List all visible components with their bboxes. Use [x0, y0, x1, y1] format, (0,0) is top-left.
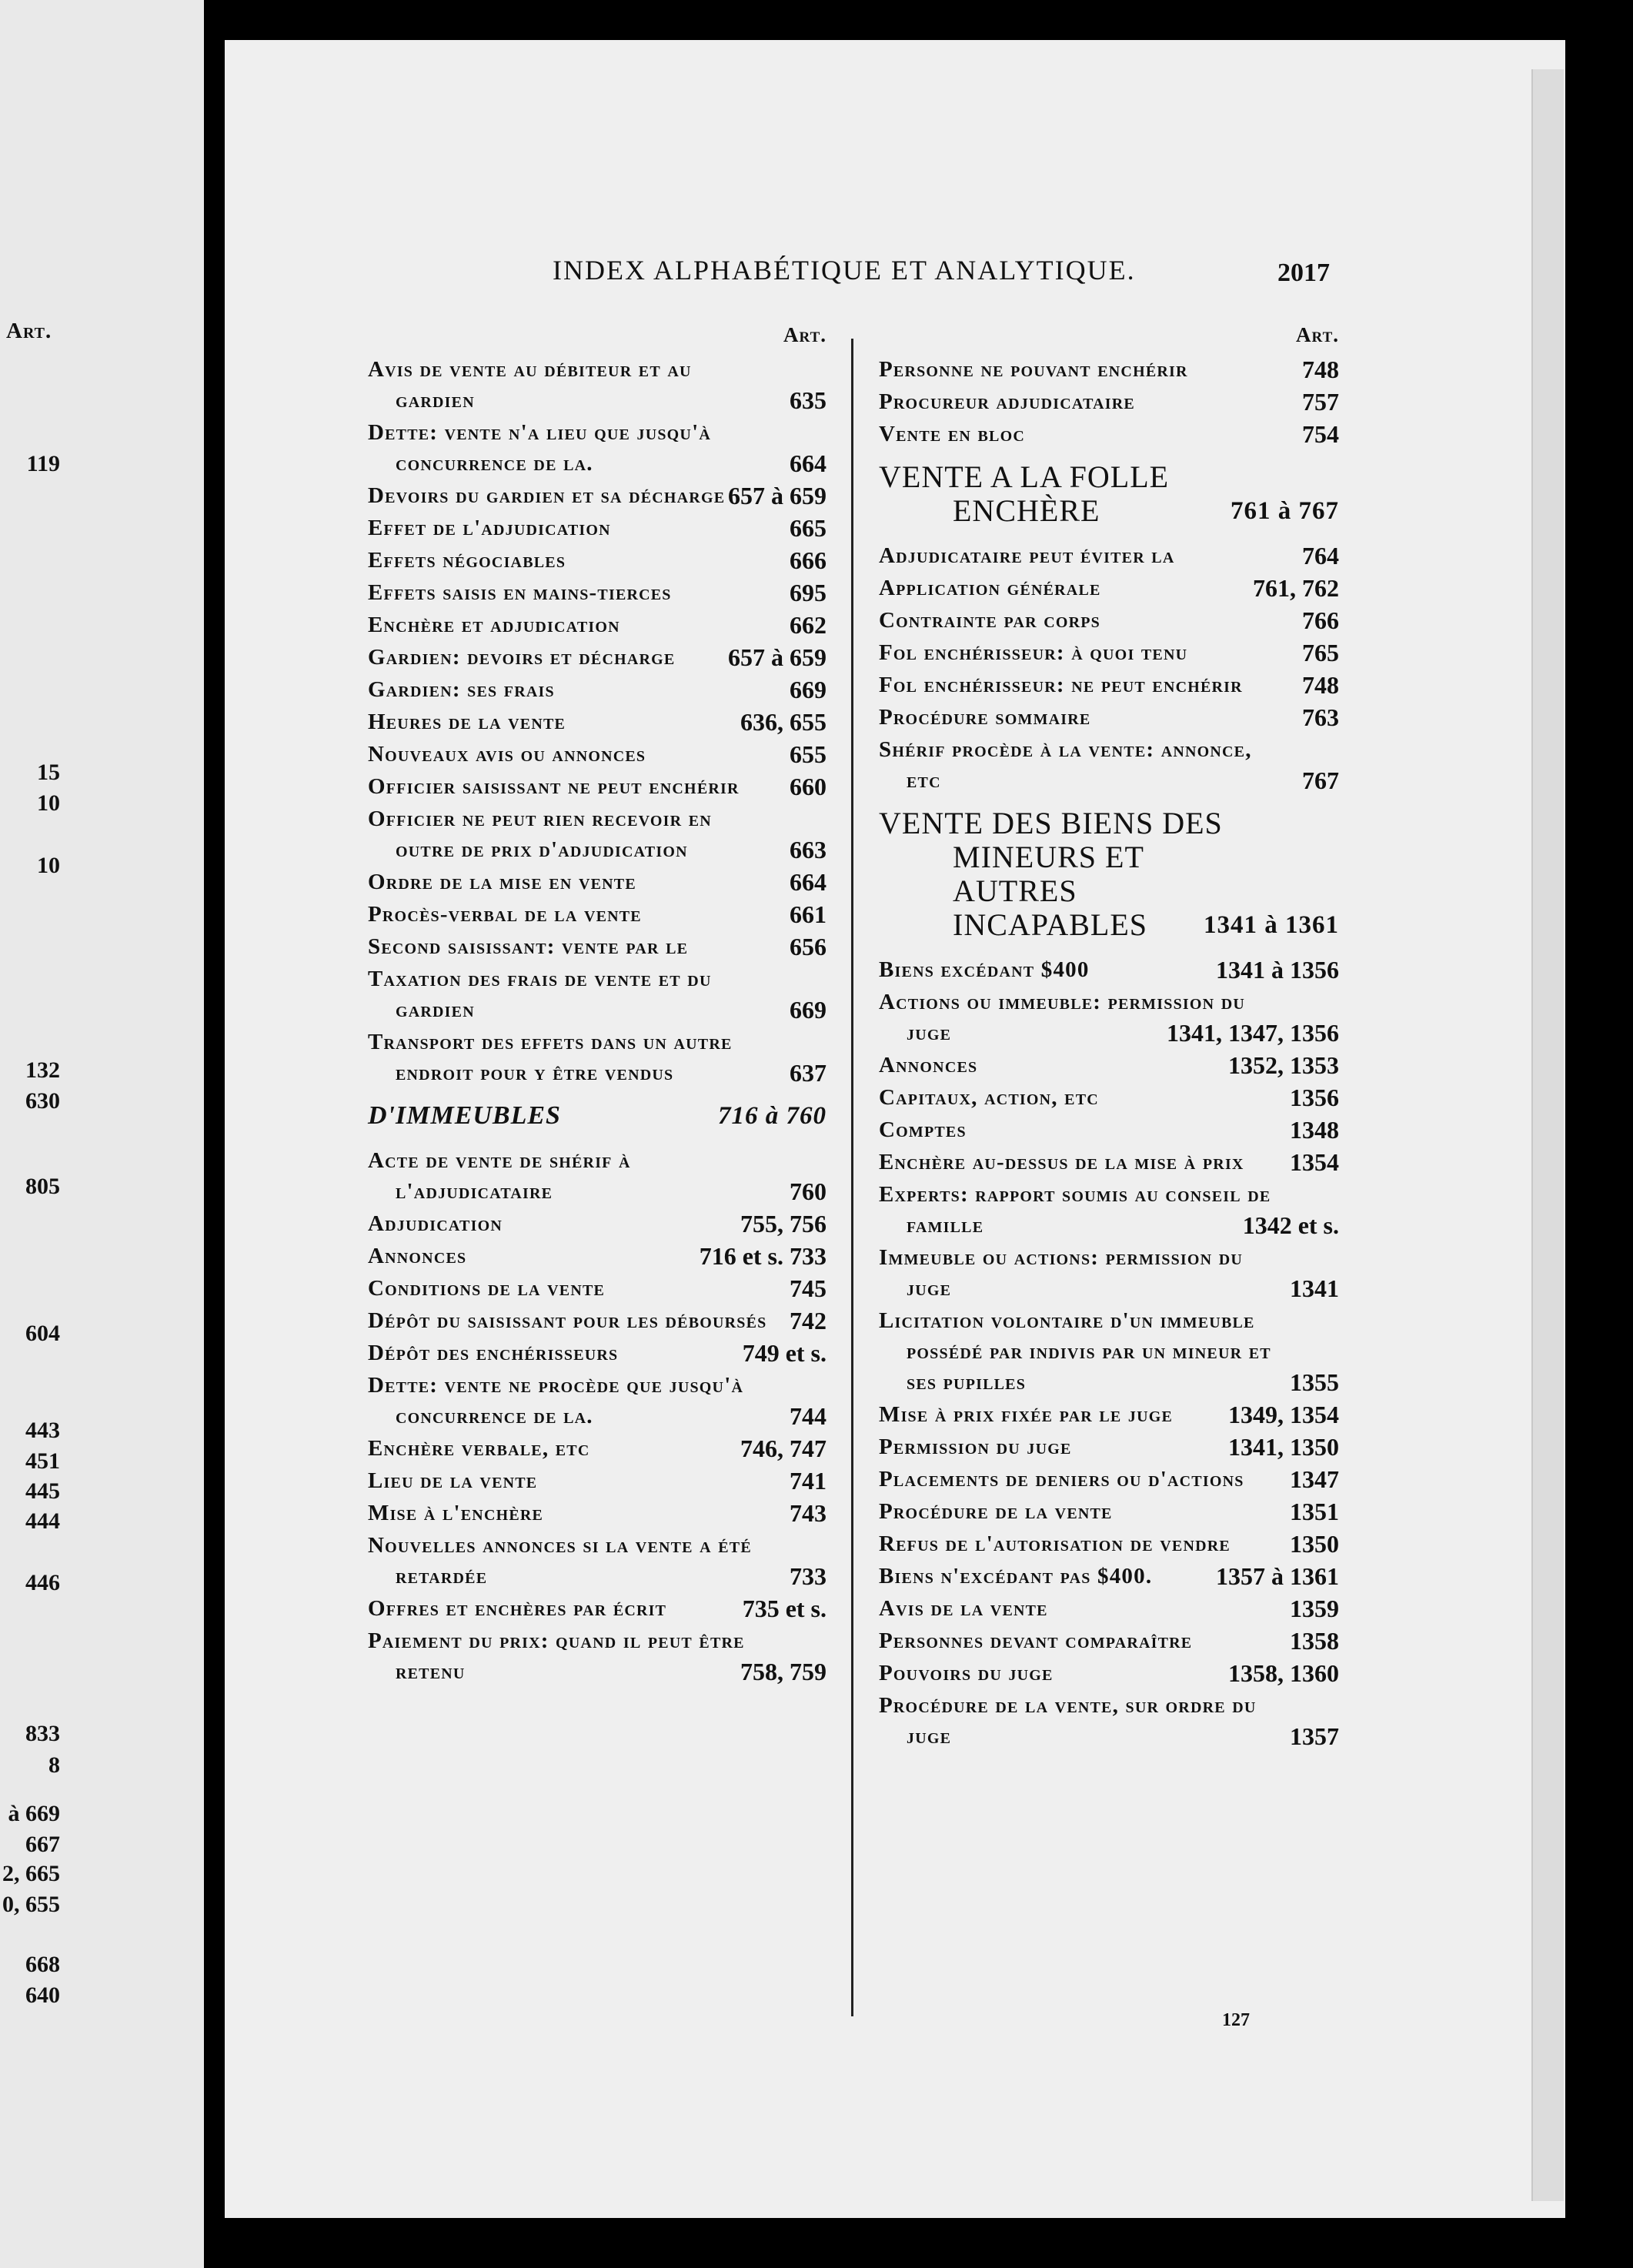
entry-text: Experts: rapport soumis au conseil de famille	[879, 1182, 1271, 1238]
entry-article-ref: 695	[786, 577, 827, 608]
section-title: VENTE A LA FOLLE ENCHÈRE	[879, 459, 1170, 528]
entry-article-ref: 716 et s. 733	[696, 1241, 827, 1271]
entry-article-ref: 1351	[1287, 1496, 1339, 1527]
index-entry	[879, 954, 1339, 985]
section-heading-folle-enchere	[879, 460, 1339, 528]
index-entry	[879, 670, 1339, 700]
entry-article-ref: 1358	[1287, 1625, 1339, 1656]
left-entries	[368, 354, 827, 1088]
index-entry	[879, 1431, 1339, 1462]
index-entry	[879, 1658, 1339, 1688]
entry-text: Offres et enchères par écrit	[368, 1596, 667, 1621]
entry-article-ref: 662	[786, 610, 827, 640]
entry-article-ref: 661	[786, 899, 827, 930]
index-entry	[879, 1114, 1339, 1145]
column-divider	[851, 339, 853, 2016]
previous-page-number-text: 443	[25, 1418, 60, 1443]
previous-page-number-text: 451	[25, 1448, 60, 1474]
entry-text: Refus de l'autorisation de vendre	[879, 1531, 1231, 1556]
entry-text: Contrainte par corps	[879, 608, 1100, 633]
entry-article-ref: 1352, 1353	[1225, 1050, 1339, 1081]
previous-page-number-text: 15	[37, 760, 60, 785]
page-number: 2017	[1277, 259, 1330, 287]
right-entries	[879, 354, 1339, 449]
entry-text: Personne ne pouvant enchérir	[879, 357, 1188, 382]
entry-article-ref: 746, 747	[737, 1433, 827, 1464]
entry-article-ref: 635	[786, 385, 827, 416]
index-entry	[368, 1273, 827, 1304]
entry-article-ref: 749 et s.	[740, 1338, 827, 1368]
entry-article-ref: 1354	[1287, 1147, 1339, 1177]
entry-article-ref: 754	[1299, 419, 1339, 449]
entry-text: Biens n'excédant pas $400.	[879, 1564, 1153, 1588]
section-heading-immeubles	[368, 1099, 827, 1133]
entry-article-ref: 1341 à 1356	[1213, 954, 1339, 985]
index-entry	[368, 1625, 827, 1687]
entry-article-ref: 743	[786, 1498, 827, 1528]
entry-article-ref: 1359	[1287, 1593, 1339, 1624]
entry-article-ref: 742	[786, 1305, 827, 1336]
entry-article-ref: 1358, 1360	[1225, 1658, 1339, 1688]
index-entry	[879, 605, 1339, 636]
previous-page-art-label: Art.	[6, 319, 52, 343]
index-entry	[368, 706, 827, 737]
section-title: D'IMMEUBLES	[368, 1101, 561, 1130]
entry-article-ref: 733	[786, 1561, 827, 1592]
index-entry	[368, 610, 827, 640]
right-entries-biens-mineurs	[879, 954, 1339, 1752]
entry-text: Permission du juge	[879, 1435, 1072, 1459]
entry-text: Transport des effets dans un autre endroit pour y être vendus	[368, 1030, 733, 1085]
entry-text: Gardien: devoirs et décharge	[368, 645, 676, 670]
index-entry	[368, 417, 827, 479]
previous-page-number-text: 668	[25, 1952, 60, 1977]
entry-text: Procédure de la vente	[879, 1499, 1113, 1524]
index-entry	[368, 867, 827, 897]
entry-text: Officier saisissant ne peut enchérir	[368, 774, 740, 799]
entry-article-ref: 664	[786, 867, 827, 897]
entry-article-ref: 763	[1299, 702, 1339, 733]
entry-article-ref: 1357	[1287, 1721, 1339, 1752]
entry-text: Nouvelles annonces si la vente a été retardée	[368, 1533, 752, 1588]
art-label-left: Art.	[783, 323, 827, 346]
entry-text: Procès-verbal de la vente	[368, 902, 642, 927]
entry-text: Biens excédant $400	[879, 957, 1090, 982]
previous-page-number-text: 2, 665	[2, 1861, 60, 1886]
section-ref: 1341 à 1361	[1201, 908, 1339, 942]
entry-article-ref: 1357 à 1361	[1213, 1561, 1339, 1592]
index-entry	[368, 1027, 827, 1088]
entry-text: Enchère au-dessus de la mise à prix	[879, 1150, 1244, 1174]
entry-text: Dépôt des enchérisseurs	[368, 1341, 619, 1365]
entry-text: Procédure de la vente, sur ordre du juge	[879, 1693, 1257, 1749]
index-entry	[879, 1464, 1339, 1495]
entry-text: Heures de la vente	[368, 710, 566, 734]
entry-text: Lieu de la vente	[368, 1468, 538, 1493]
index-entry	[879, 1625, 1339, 1656]
entry-article-ref: 1341	[1287, 1273, 1339, 1304]
entry-text: Devoirs du gardien et sa décharge	[368, 483, 726, 508]
index-entry	[879, 637, 1339, 668]
index-entry	[368, 1241, 827, 1271]
entry-article-ref: 656	[786, 931, 827, 962]
index-entry	[879, 540, 1339, 571]
index-entry	[368, 1530, 827, 1592]
previous-page-number-text: 446	[25, 1570, 60, 1595]
entry-text: Comptes	[879, 1117, 967, 1142]
entry-text: Adjudicataire peut éviter la	[879, 543, 1175, 568]
entry-text: Conditions de la vente	[368, 1276, 606, 1301]
entry-text: Officier ne peut rien recevoir en outre de prix d'adjudication	[368, 807, 712, 862]
entry-article-ref: 663	[786, 834, 827, 865]
entry-text: Enchère et adjudication	[368, 613, 620, 637]
previous-page-number-text: 630	[25, 1088, 60, 1114]
entry-text: Fol enchérisseur: à quoi tenu	[879, 640, 1188, 665]
section-ref: 716 à 760	[715, 1099, 827, 1133]
entry-text: Immeuble ou actions: permission du juge	[879, 1245, 1244, 1301]
index-entry	[879, 1147, 1339, 1177]
entry-text: Enchère verbale, etc	[368, 1436, 590, 1461]
entry-article-ref: 664	[786, 448, 827, 479]
index-entry	[368, 480, 827, 511]
previous-page-number-text: 444	[25, 1508, 60, 1534]
left-entries-immeubles	[368, 1145, 827, 1687]
entry-text: Placements de deniers ou d'actions	[879, 1467, 1244, 1491]
index-entry	[368, 1433, 827, 1464]
entry-article-ref: 669	[786, 674, 827, 705]
index-entry	[879, 1528, 1339, 1559]
entry-article-ref: 657 à 659	[725, 642, 827, 673]
entry-article-ref: 637	[786, 1057, 827, 1088]
entry-text: Mise à l'enchère	[368, 1501, 544, 1525]
running-header: INDEX ALPHABÉTIQUE ET ANALYTIQUE.	[553, 255, 1136, 286]
previous-page-strip	[0, 0, 204, 2268]
index-entry	[368, 1208, 827, 1239]
section-ref: 761 à 767	[1227, 494, 1339, 528]
previous-page-number-text: 833	[25, 1721, 60, 1746]
previous-page-number-text: 0, 655	[2, 1892, 60, 1917]
entry-text: Acte de vente de shérif à l'adjudicataire	[368, 1148, 631, 1204]
previous-page-number-text: 132	[25, 1057, 60, 1083]
index-entry	[879, 386, 1339, 417]
entry-text: Mise à prix fixée par le juge	[879, 1402, 1174, 1427]
index-entry	[879, 1593, 1339, 1624]
entry-article-ref: 655	[786, 739, 827, 770]
entry-article-ref: 764	[1299, 540, 1339, 571]
entry-text: Annonces	[368, 1244, 467, 1268]
index-entry	[879, 1690, 1339, 1752]
entry-text: Paiement du prix: quand il peut être retenu	[368, 1628, 745, 1684]
index-entry	[368, 739, 827, 770]
index-entry	[368, 1305, 827, 1336]
entry-text: Application générale	[879, 576, 1101, 600]
section-heading-biens-mineurs	[879, 807, 1339, 942]
previous-page-number-text: 604	[25, 1321, 60, 1346]
previous-page-number-text: 445	[25, 1478, 60, 1504]
entry-article-ref: 744	[786, 1401, 827, 1431]
entry-article-ref: 1350	[1287, 1528, 1339, 1559]
previous-page-number-text: 667	[25, 1832, 60, 1857]
index-entry	[879, 1082, 1339, 1113]
index-entry	[879, 1242, 1339, 1304]
index-entry	[879, 573, 1339, 603]
entry-article-ref: 767	[1299, 765, 1339, 796]
entry-text: Procédure sommaire	[879, 705, 1091, 730]
entry-article-ref: 760	[786, 1176, 827, 1207]
index-entry	[879, 1305, 1339, 1398]
index-entry	[368, 1498, 827, 1528]
index-entry	[879, 987, 1339, 1048]
index-entry	[368, 674, 827, 705]
entry-text: Annonces	[879, 1053, 978, 1077]
entry-text: Avis de vente au débiteur et au gardien	[368, 357, 692, 413]
entry-article-ref: 748	[1299, 354, 1339, 385]
left-column	[368, 323, 827, 1688]
entry-text: Dépôt du saisissant pour les déboursés	[368, 1308, 767, 1333]
index-entry	[368, 1338, 827, 1368]
index-entry	[879, 1179, 1339, 1241]
entry-article-ref: 1356	[1287, 1082, 1339, 1113]
previous-page-number-text: 10	[37, 790, 60, 816]
entry-article-ref: 1347	[1287, 1464, 1339, 1495]
entry-article-ref: 636, 655	[737, 706, 827, 737]
index-entry	[879, 1496, 1339, 1527]
entry-article-ref: 745	[786, 1273, 827, 1304]
index-entry	[879, 354, 1339, 385]
art-label-right: Art.	[1296, 323, 1339, 346]
entry-article-ref: 748	[1299, 670, 1339, 700]
index-entry	[368, 931, 827, 962]
entry-article-ref: 758, 759	[737, 1656, 827, 1687]
index-entry	[879, 1561, 1339, 1592]
entry-text: Avis de la vente	[879, 1596, 1048, 1621]
index-entry	[368, 771, 827, 802]
entry-text: Personnes devant comparaître	[879, 1628, 1193, 1653]
entry-text: Vente en bloc	[879, 422, 1025, 446]
entry-text: Capitaux, action, etc	[879, 1085, 1099, 1110]
index-entry	[368, 642, 827, 673]
entry-article-ref: 741	[786, 1465, 827, 1496]
previous-page-number-text: 805	[25, 1174, 60, 1199]
entry-text: Effets saisis en mains-tierces	[368, 580, 672, 605]
index-entry	[879, 702, 1339, 733]
index-entry	[368, 545, 827, 576]
index-entry	[879, 734, 1339, 796]
entry-text: Effets négociables	[368, 548, 566, 573]
entry-article-ref: 666	[786, 545, 827, 576]
entry-article-ref: 757	[1299, 386, 1339, 417]
entry-article-ref: 669	[786, 994, 827, 1025]
right-entries-folle-enchere	[879, 540, 1339, 796]
entry-article-ref: 665	[786, 513, 827, 543]
entry-text: Dette: vente n'a lieu que jusqu'à concurrence de la.	[368, 420, 711, 476]
index-entry	[368, 513, 827, 543]
entry-text: Pouvoirs du juge	[879, 1661, 1054, 1685]
entry-article-ref: 660	[786, 771, 827, 802]
previous-page-number-text: 119	[26, 451, 60, 476]
entry-text: Nouveaux avis ou annonces	[368, 742, 646, 767]
entry-article-ref: 657 à 659	[725, 480, 827, 511]
entry-article-ref: 1342 et s.	[1240, 1210, 1339, 1241]
index-entry	[368, 964, 827, 1025]
signature-mark: 127	[1222, 2010, 1250, 2030]
entry-article-ref: 1355	[1287, 1367, 1339, 1398]
index-entry	[368, 1465, 827, 1496]
index-entry	[879, 1399, 1339, 1430]
entry-article-ref: 1348	[1287, 1114, 1339, 1145]
entry-text: Effet de l'adjudication	[368, 516, 611, 540]
entry-text: Fol enchérisseur: ne peut enchérir	[879, 673, 1243, 697]
entry-text: Taxation des frais de vente et du gardien	[368, 967, 712, 1022]
page-edge	[1531, 69, 1564, 2201]
entry-article-ref: 1349, 1354	[1225, 1399, 1339, 1430]
entry-article-ref: 1341, 1350	[1225, 1431, 1339, 1462]
entry-text: Adjudication	[368, 1211, 503, 1236]
entry-article-ref: 766	[1299, 605, 1339, 636]
previous-page-number-text: 640	[25, 1982, 60, 2008]
entry-article-ref: 765	[1299, 637, 1339, 668]
entry-text: Actions ou immeuble: permission du juge	[879, 990, 1246, 1045]
index-entry	[879, 1050, 1339, 1081]
entry-text: Shérif procède à la vente: annonce, etc	[879, 737, 1252, 793]
entry-article-ref: 755, 756	[737, 1208, 827, 1239]
section-title: VENTE DES BIENS DES MINEURS ET AUTRES INCAPABLES	[879, 806, 1223, 942]
previous-page-number-text: à 669	[8, 1801, 60, 1826]
right-column	[879, 323, 1339, 1753]
index-entry	[368, 1593, 827, 1624]
previous-page-number-text: 8	[48, 1752, 60, 1778]
index-entry	[879, 419, 1339, 449]
entry-text: Gardien: ses frais	[368, 677, 555, 702]
index-entry	[368, 899, 827, 930]
entry-article-ref: 761, 762	[1250, 573, 1339, 603]
previous-page-number-text: 10	[37, 853, 60, 878]
index-entry	[368, 354, 827, 416]
entry-text: Dette: vente ne procède que jusqu'à concurrence de la.	[368, 1373, 744, 1428]
index-entry	[368, 577, 827, 608]
entry-article-ref: 735 et s.	[740, 1593, 827, 1624]
index-entry	[368, 803, 827, 865]
entry-text: Licitation volontaire d'un immeuble possédé par indivis par un mineur et ses pupilles	[879, 1308, 1271, 1395]
entry-article-ref: 1341, 1347, 1356	[1164, 1017, 1339, 1048]
entry-text: Procureur adjudicataire	[879, 389, 1135, 414]
entry-text: Ordre de la mise en vente	[368, 870, 636, 894]
index-entry	[368, 1145, 827, 1207]
entry-text: Second saisissant: vente par le	[368, 934, 689, 959]
index-entry	[368, 1370, 827, 1431]
